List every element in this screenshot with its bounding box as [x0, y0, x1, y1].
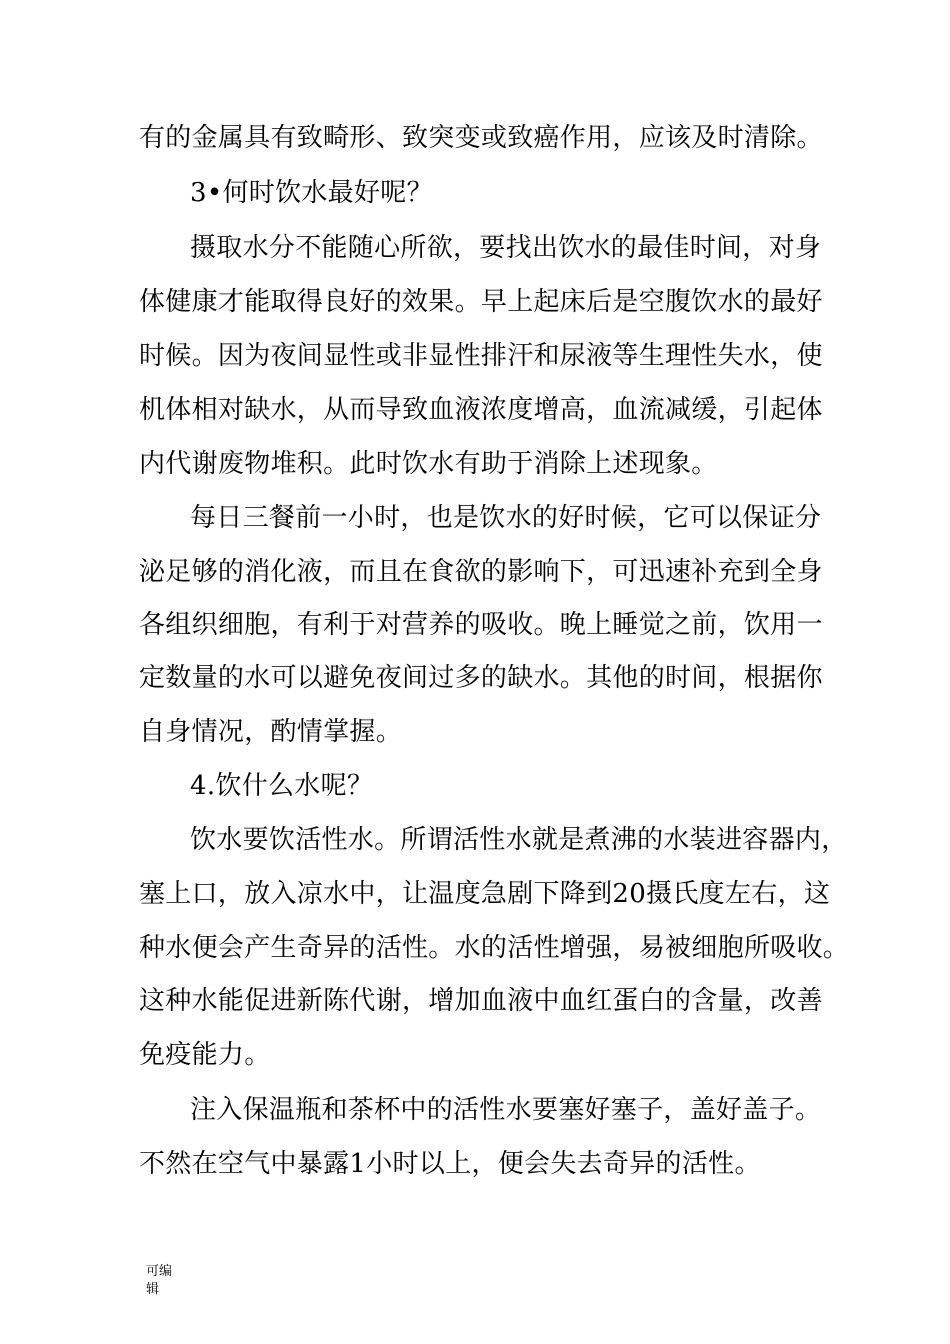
- text-line: 饮水要饮活性水。所谓活性水就是煮沸的水装进容器内，: [190, 825, 848, 855]
- footer-note: [146, 1263, 186, 1299]
- text-line: 摄取水分不能随心所欲，要找出饮水的最佳时间，对身: [190, 233, 822, 263]
- text-line: 时候。因为夜间显性或非显性排汗和尿液等生理性失水，使: [139, 341, 823, 371]
- text-line: 注入保温瓶和茶杯中的活性水要塞好塞子，盖好盖子。: [190, 1095, 822, 1125]
- footer-line-2: 辑: [146, 1282, 160, 1297]
- section-heading: 4.饮什么水呢？: [190, 771, 374, 801]
- footer-line-1: 可编: [146, 1264, 173, 1279]
- text-line: 体健康才能取得良好的效果。早上起床后是空腹饮水的最好: [139, 287, 823, 317]
- text-line: 免疫能力。: [139, 1040, 271, 1070]
- text-line: 机体相对缺水，从而导致血液浓度增高，血流减缓，引起体: [139, 395, 823, 425]
- text-line: 泌足够的消化液，而且在食欲的影响下，可迅速补充到全身: [139, 557, 823, 587]
- text-line: 各组织细胞，有利于对营养的吸收。晚上睡觉之前，饮用一: [139, 610, 823, 640]
- text-line: 内代谢废物堆积。此时饮水有助于消除上述现象。: [139, 449, 718, 479]
- text-line: 不然在空气中暴露1小时以上，便会失去奇异的活性。: [139, 1149, 761, 1179]
- section-heading: 3•何时饮水最好呢？: [190, 178, 433, 208]
- text-line: 这种水能促进新陈代谢，增加血液中血红蛋白的含量，改善: [139, 986, 823, 1016]
- text-line: 每日三餐前一小时，也是饮水的好时候，它可以保证分: [190, 503, 822, 533]
- text-line: 种水便会产生奇异的活性。水的活性增强，易被细胞所吸收。: [139, 933, 850, 963]
- text-line: 自身情况，酌情掌握。: [139, 717, 403, 747]
- text-line: 定数量的水可以避免夜间过多的缺水。其他的时间，根据你: [139, 663, 823, 693]
- text-line: 塞上口，放入凉水中，让温度急剧下降到20摄氏度左右，这: [139, 879, 831, 909]
- text-line: 有的金属具有致畸形、致突变或致癌作用，应该及时清除。: [139, 123, 823, 153]
